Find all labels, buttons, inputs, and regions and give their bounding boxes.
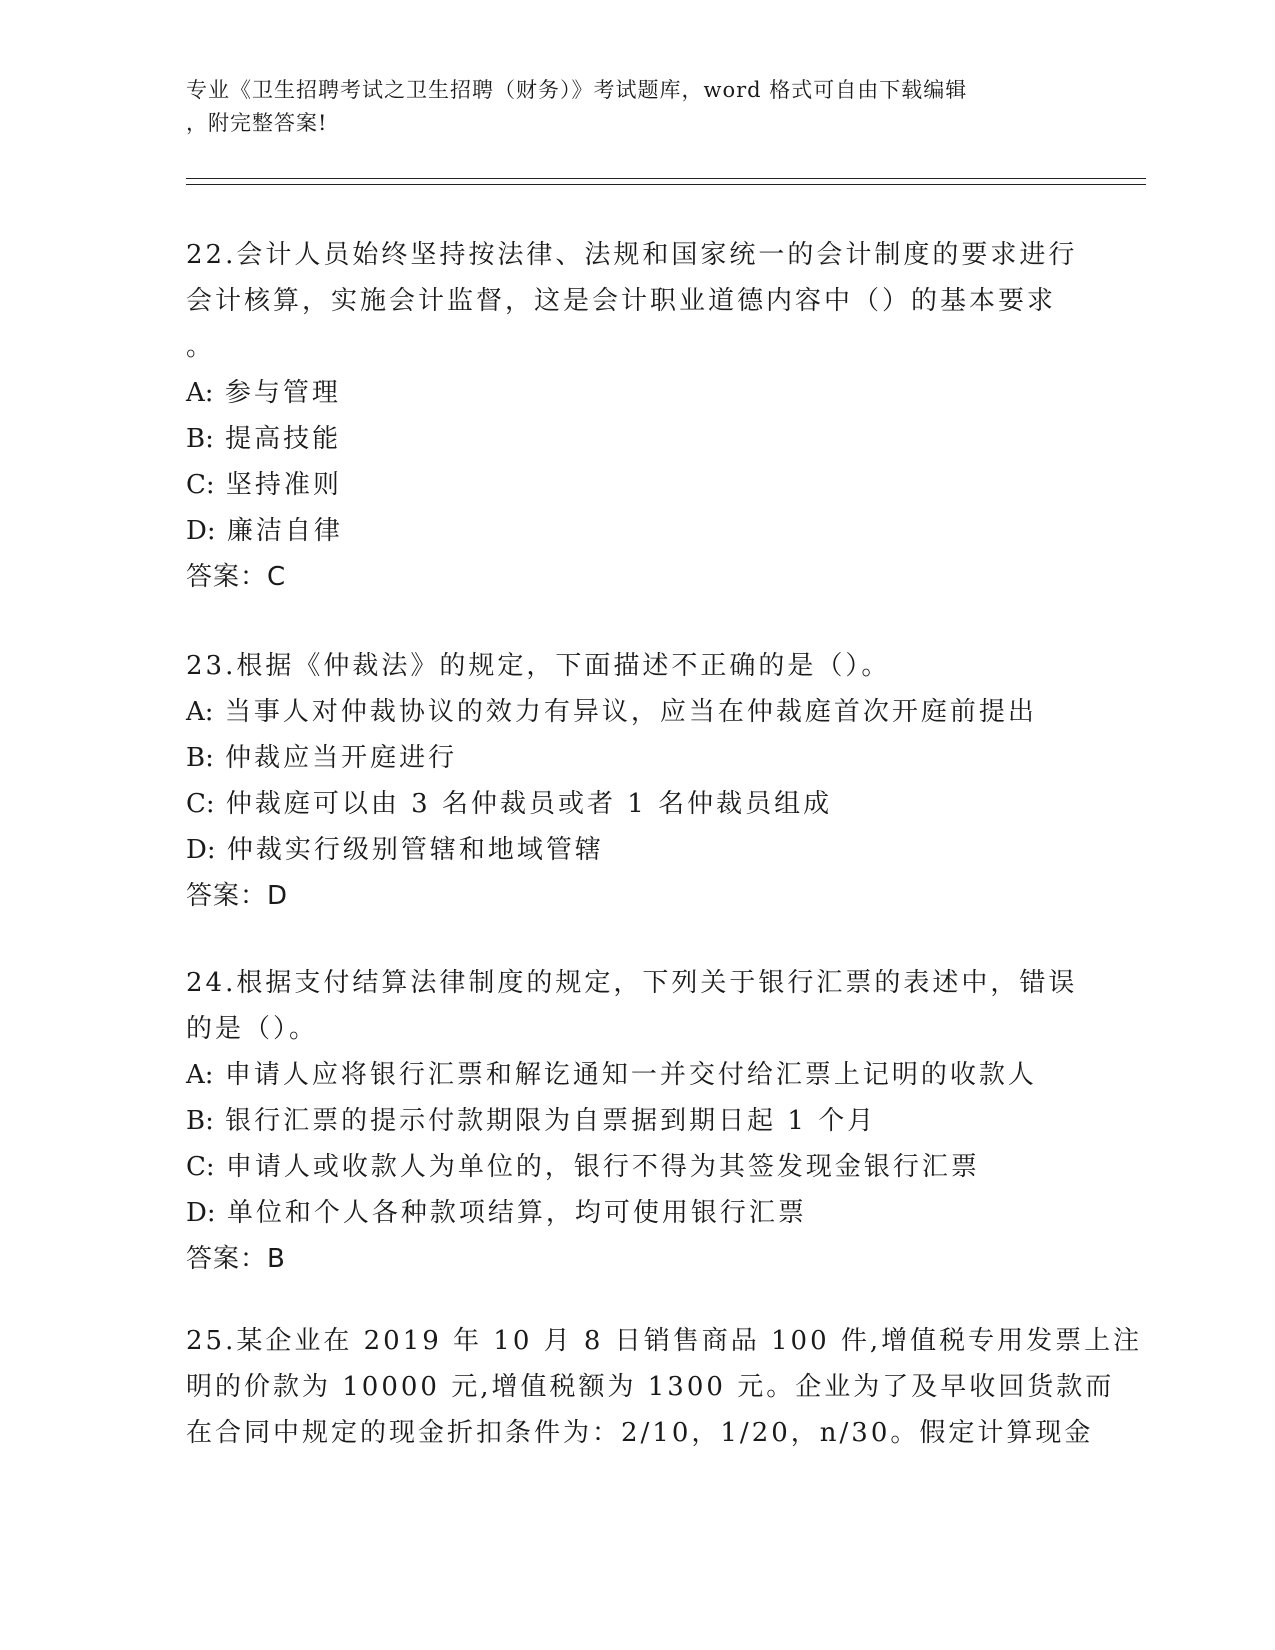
option-c (186, 462, 1086, 508)
option-text: 参与管理 (224, 378, 341, 408)
question-23 (186, 643, 1086, 919)
stem-line: 23.根据《仲裁法》的规定，下面描述不正确的是（）。 (186, 651, 891, 681)
option-d (186, 508, 1086, 554)
option-letter: B: (186, 743, 214, 773)
question-22 (186, 232, 1086, 600)
stem-line: 在合同中规定的现金折扣条件为：2/10，1/20，n/30。假定计算现金 (186, 1418, 1094, 1448)
option-letter: D: (186, 835, 216, 865)
option-letter: A: (186, 697, 214, 727)
stem-line: 25.某企业在 2019 年 10 月 8 日销售商品 100 件,增值税专用发票上注 (186, 1326, 1143, 1356)
question-stem (186, 643, 1086, 689)
option-d (186, 827, 1086, 873)
option-text: 仲裁庭可以由 3 名仲裁员或者 1 名仲裁员组成 (225, 789, 833, 819)
header-divider-bottom (186, 184, 1146, 185)
option-a (186, 370, 1086, 416)
stem-line: 的是（）。 (186, 1014, 319, 1044)
option-c (186, 781, 1086, 827)
option-c (186, 1144, 1086, 1190)
document-header (186, 74, 1086, 140)
option-letter: C: (186, 789, 215, 819)
option-text: 申请人应将银行汇票和解讫通知一并交付给汇票上记明的收款人 (224, 1060, 1037, 1090)
option-letter: B: (186, 1106, 214, 1136)
question-stem (186, 232, 1086, 370)
header-line-2: ，附完整答案! (186, 111, 328, 135)
answer-line: 答案：B (186, 1244, 286, 1274)
option-letter: D: (186, 516, 216, 546)
option-letter: C: (186, 470, 215, 500)
option-text: 申请人或收款人为单位的，银行不得为其签发现金银行汇票 (225, 1152, 980, 1182)
question-stem (186, 960, 1086, 1052)
option-b (186, 416, 1086, 462)
option-a (186, 689, 1086, 735)
answer-line: 答案：C (186, 562, 287, 592)
stem-line: 明的价款为 10000 元,增值税额为 1300 元。企业为了及早收回货款而 (186, 1372, 1115, 1402)
question-25 (186, 1318, 1143, 1456)
stem-line: 22.会计人员始终坚持按法律、法规和国家统一的会计制度的要求进行 (186, 240, 1078, 270)
question-stem (186, 1318, 1143, 1456)
header-divider-top (186, 178, 1146, 179)
option-letter: A: (186, 378, 214, 408)
stem-line: 24.根据支付结算法律制度的规定，下列关于银行汇票的表述中，错误 (186, 968, 1078, 998)
stem-line: 会计核算，实施会计监督，这是会计职业道德内容中（）的基本要求 (186, 286, 1057, 316)
option-b (186, 735, 1086, 781)
answer-line: 答案：D (186, 881, 289, 911)
option-letter: A: (186, 1060, 214, 1090)
option-text: 银行汇票的提示付款期限为自票据到期日起 1 个月 (225, 1106, 877, 1136)
option-text: 当事人对仲裁协议的效力有异议，应当在仲裁庭首次开庭前提出 (224, 697, 1037, 727)
option-text: 单位和个人各种款项结算，均可使用银行汇票 (226, 1198, 807, 1228)
stem-line: 。 (186, 332, 216, 362)
option-text: 仲裁实行级别管辖和地域管辖 (226, 835, 604, 865)
option-letter: C: (186, 1152, 215, 1182)
option-text: 廉洁自律 (226, 516, 343, 546)
option-text: 仲裁应当开庭进行 (225, 743, 458, 773)
question-24 (186, 960, 1086, 1282)
option-letter: D: (186, 1198, 216, 1228)
option-a (186, 1052, 1086, 1098)
header-line-1: 专业《卫生招聘考试之卫生招聘（财务）》考试题库，word 格式可自由下载编辑 (186, 78, 968, 102)
option-text: 坚持准则 (225, 470, 342, 500)
option-letter: B: (186, 424, 214, 454)
option-d (186, 1190, 1086, 1236)
option-text: 提高技能 (225, 424, 342, 454)
option-b (186, 1098, 1086, 1144)
